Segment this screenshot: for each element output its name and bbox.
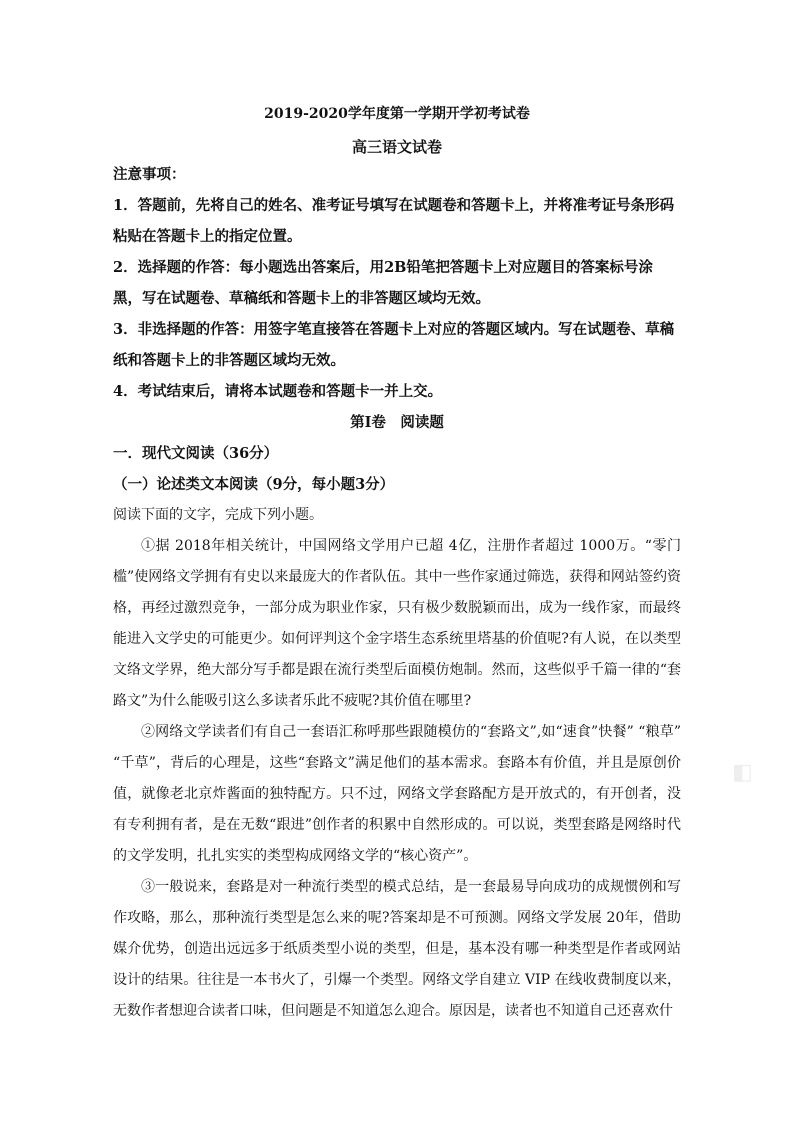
passage-paragraph-2: ②网络文学读者们有自己一套语汇称呼那些跟随模仿的“套路文”,如“速食”快餐” “粮草” “千草”，背后的心理是，这些“套路文”满足他们的基本需求。套路本有价值，并且是原创价值，就像老北京炸酱面的独特配方。只不过，网络文学套路配方是开放式的，有开创者，没有专利拥有者，是在无数“跟进”创作者的积累中自然形成的。可以说，类型套路是网络时代的文学发明，扎扎实实的类型构成网络文学的“核心资产”。 bbox=[113, 724, 681, 864]
part-one-heading: 一．现代文阅读（36分） bbox=[113, 445, 279, 462]
reading-instruction: 阅读下面的文字，完成下列小题。 bbox=[113, 507, 323, 523]
passage-paragraph-3: ③一般说来，套路是对一种流行类型的模式总结，是一套最易导向成功的成规惯例和写作攻略，那么，那种流行类型是怎么来的呢?答案却是不可预测。网络文学发展 20年，借助媒介优势，创造出远远多于纸质类型小说的类型，但是，基本没有哪一种类型是作者或网站设计的结果。往往是一本书火了，引爆一个类型。网络文学自建立 VIP 在线收费制度以来，无数作者想迎合读者口味，但问题是不知道怎么迎合。原因是，读者也不知道自己还喜欢什 bbox=[113, 879, 681, 1019]
notice-item-4: 4．考试结束后，请将本试题卷和答题卡一并上交。 bbox=[113, 383, 443, 400]
exam-title: 2019-2020学年度第一学期开学初考试卷 bbox=[264, 106, 530, 122]
watermark-mark: ◧ bbox=[732, 760, 753, 785]
passage-paragraph-1: ①据 2018年相关统计，中国网络文学用户已超 4亿，注册作者超过 1000万。“零门槛”使网络文学拥有有史以来最庞大的作者队伍。其中一些作家通过筛选，获得和网站签约资格，再经过激烈竞争，一部分成为职业作家，只有极少数脱颖而出，成为一线作家，而最终能进入文学史的可能更少。如何评判这个金字塔生态系统里塔基的价值呢?有人说，在以类型文络文学界，绝大部分写手都是跟在流行类型后面模仿炮制。然而，这些似乎千篇一律的“套路文”为什么能吸引这么多读者乐此不疲呢?其价值在哪里? bbox=[113, 538, 681, 709]
notice-item-1: 1．答题前，先将自己的姓名、准考证号填写在试题卷和答题卡上，并将准考证号条形码粘贴在答题卡上的指定位置。 bbox=[113, 197, 675, 245]
section-title: 第Ⅰ卷 阅读题 bbox=[350, 414, 444, 431]
subsection-heading: （一）论述类文本阅读（9分，每小题3分） bbox=[113, 476, 395, 493]
notice-heading: 注意事项： bbox=[113, 166, 186, 183]
notice-item-2: 2．选择题的作答：每小题选出答案后，用2B铅笔把答题卡上对应题目的答案标号涂黑，写在试题卷、草稿纸和答题卡上的非答题区域均无效。 bbox=[113, 259, 653, 307]
exam-page bbox=[113, 98, 681, 1027]
notice-item-3: 3．非选择题的作答：用签字笔直接答在答题卡上对应的答题区域内。写在试题卷、草稿纸和答题卡上的非答题区域均无效。 bbox=[113, 321, 675, 369]
paper-title: 高三语文试卷 bbox=[351, 138, 442, 156]
